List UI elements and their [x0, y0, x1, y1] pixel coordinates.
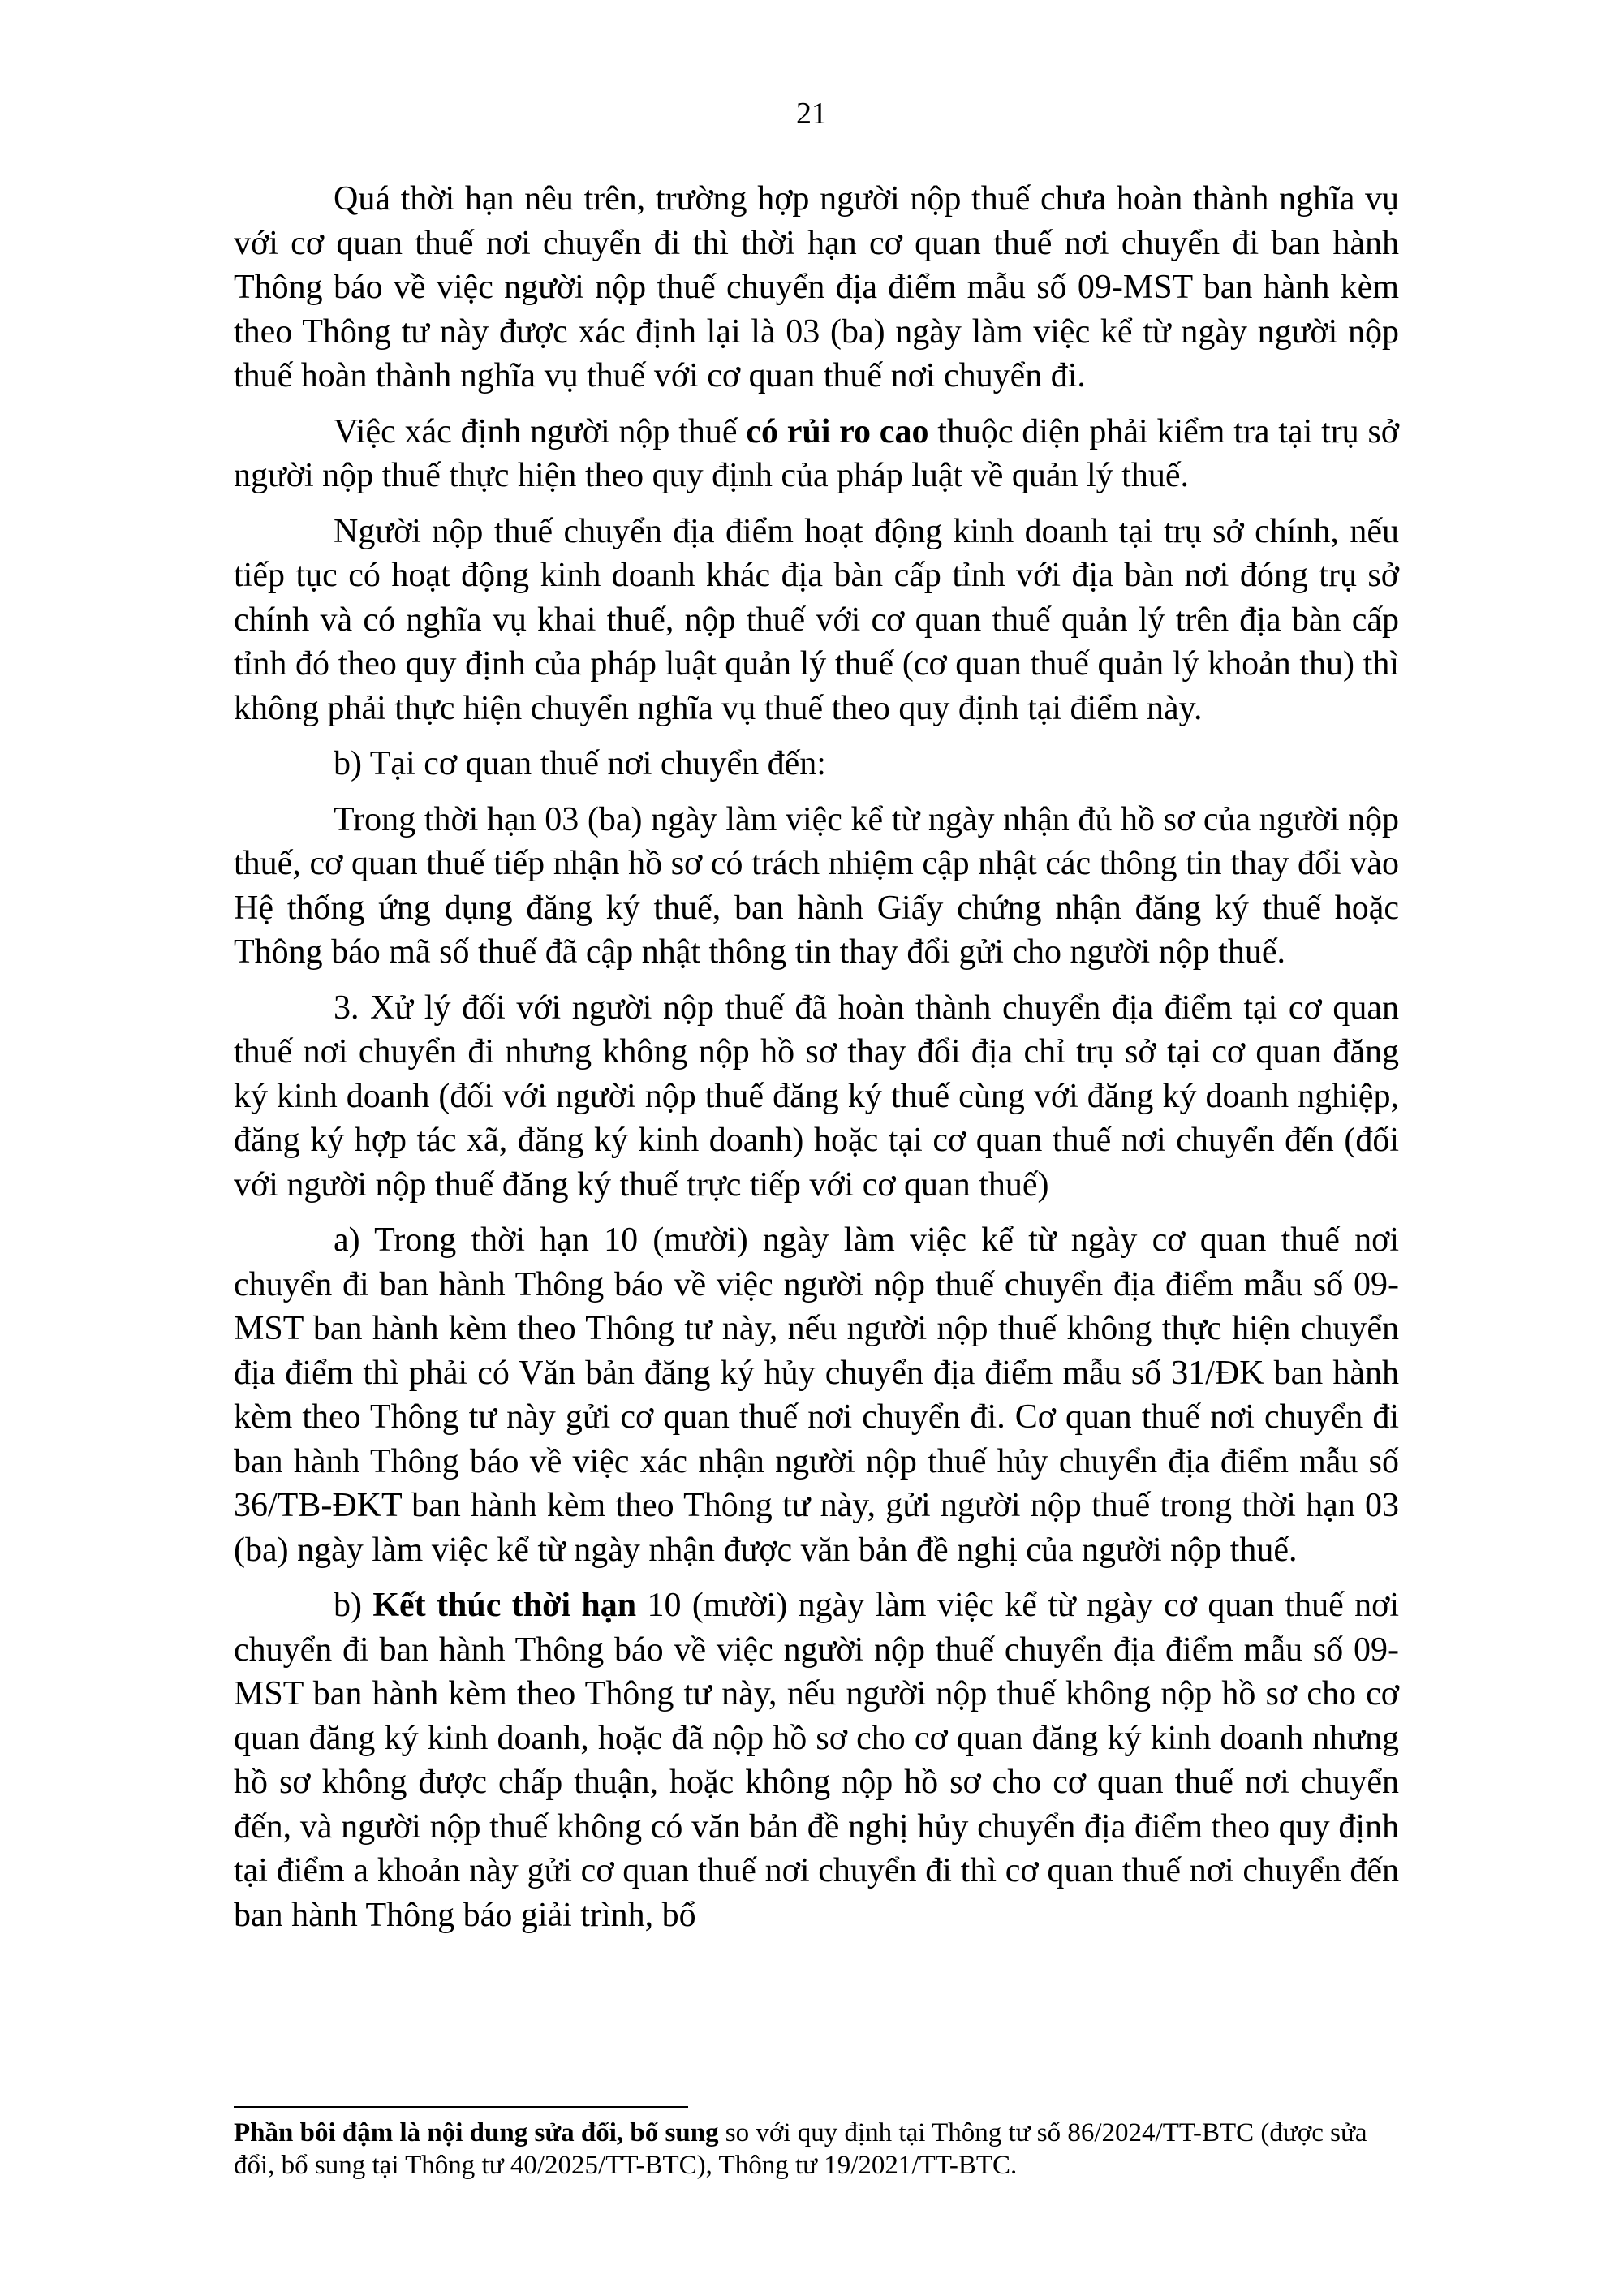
paragraph-text: 10 (mười) ngày làm việc kể từ ngày cơ quan thuế nơi chuyển đi ban hành Thông báo về việc người nộp thuế chuyển địa điểm mẫu số 09-MST ban hành kèm theo Thông tư này, nếu người nộp thuế không nộp hồ sơ cho cơ quan đăng ký kinh doanh, hoặc đã nộp hồ sơ cho cơ quan đăng ký kinh doanh nhưng hồ sơ không được chấp thuận, hoặc không nộp hồ sơ cho cơ quan thuế nơi chuyển đến, và người nộp thuế không có văn bản đề nghị hủy chuyển địa điểm theo quy định tại điểm a khoản này gửi cơ quan thuế nơi chuyển đi thì cơ quan thuế nơi chuyển đến ban hành Thông báo giải trình, bổ [234, 1587, 1399, 1934]
paragraph-point-a: a) Trong thời hạn 10 (mười) ngày làm việc kể từ ngày cơ quan thuế nơi chuyển đi ban hành Thông báo về việc người nộp thuế chuyển địa điểm mẫu số 09-MST ban hành kèm theo Thông tư này, nếu người nộp thuế không thực hiện chuyển địa điểm thì phải có Văn bản đăng ký hủy chuyển địa điểm mẫu số 31/ĐK ban hành kèm theo Thông tư này gửi cơ quan thuế nơi chuyển đi. Cơ quan thuế nơi chuyển đi ban hành Thông báo về việc xác nhận người nộp thuế hủy chuyển địa điểm mẫu số 36/TB-ĐKT ban hành kèm theo Thông tư này, gửi người nộp thuế trong thời hạn 03 (ba) ngày làm việc kể từ ngày nhận được văn bản đề nghị của người nộp thuế. [234, 1221, 1399, 1569]
paragraph-receiving-authority: Trong thời hạn 03 (ba) ngày làm việc kể từ ngày nhận đủ hồ sơ của người nộp thuế, cơ quan thuế tiếp nhận hồ sơ có trách nhiệm cập nhật các thông tin thay đổi vào Hệ thống ứng dụng đăng ký thuế, ban hành Giấy chứng nhận đăng ký thuế hoặc Thông báo mã số thuế đã cập nhật thông tin thay đổi gửi cho người nộp thuế. [234, 800, 1399, 971]
paragraph-text: thuộc diện phải kiểm tra tại trụ sở người nộp thuế thực hiện theo quy định của pháp luật về quản lý thuế. [234, 412, 1400, 494]
document-body [234, 177, 1399, 1949]
page-number: 21 [796, 97, 827, 131]
footnote-divider [234, 2106, 688, 2108]
paragraph-text: Việc xác định người nộp thuế [334, 412, 747, 450]
paragraph-deadline-extension: Quá thời hạn nêu trên, trường hợp người nộp thuế chưa hoàn thành nghĩa vụ với cơ quan thuế nơi chuyển đi thì thời hạn cơ quan thuế nơi chuyển đi ban hành Thông báo về việc người nộp thuế chuyển địa điểm mẫu số 09-MST ban hành kèm theo Thông tư này được xác định lại là 03 (ba) ngày làm việc kể từ ngày người nộp thuế hoàn thành nghĩa vụ thuế với cơ quan thuế nơi chuyển đi. [234, 180, 1399, 394]
paragraph-point-b [234, 1583, 1399, 1937]
paragraph-text: b) [334, 1587, 373, 1624]
footnote [234, 2117, 1399, 2182]
amended-bold-text: có rủi ro cao [746, 412, 929, 450]
paragraph-section-3: 3. Xử lý đối với người nộp thuế đã hoàn thành chuyển địa điểm tại cơ quan thuế nơi chuyển đi nhưng không nộp hồ sơ thay đổi địa chỉ trụ sở tại cơ quan đăng ký kinh doanh (đối với người nộp thuế đăng ký thuế cùng với đăng ký doanh nghiệp, đăng ký hợp tác xã, đăng ký kinh doanh) hoặc tại cơ quan thuế nơi chuyển đến (đối với người nộp thuế đăng ký thuế trực tiếp với cơ quan thuế) [234, 989, 1399, 1204]
paragraph-head-office-relocation: Người nộp thuế chuyển địa điểm hoạt động kinh doanh tại trụ sở chính, nếu tiếp tục có hoạt động kinh doanh khác địa bàn cấp tỉnh với địa bàn nơi đóng trụ sở chính và có nghĩa vụ khai thuế, nộp thuế với cơ quan thuế quản lý trên địa bàn cấp tỉnh đó theo quy định của pháp luật quản lý thuế (cơ quan thuế quản lý khoản thu) thì không phải thực hiện chuyển nghĩa vụ thuế theo quy định tại điểm này. [234, 512, 1399, 727]
footnote-bold-label: Phần bôi đậm là nội dung sửa đổi, bổ sung [234, 2118, 719, 2147]
footnote-text: so với quy định tại Thông tư số 86/2024/TT-BTC (được sửa đổi, bổ sung tại Thông tư 40/2025/TT-BTC), Thông tư 19/2021/TT-BTC. [234, 2118, 1367, 2180]
amended-bold-text: Kết thúc thời hạn [372, 1587, 637, 1624]
paragraph-high-risk [234, 410, 1399, 498]
paragraph-heading-b: b) Tại cơ quan thuế nơi chuyển đến: [334, 745, 826, 782]
